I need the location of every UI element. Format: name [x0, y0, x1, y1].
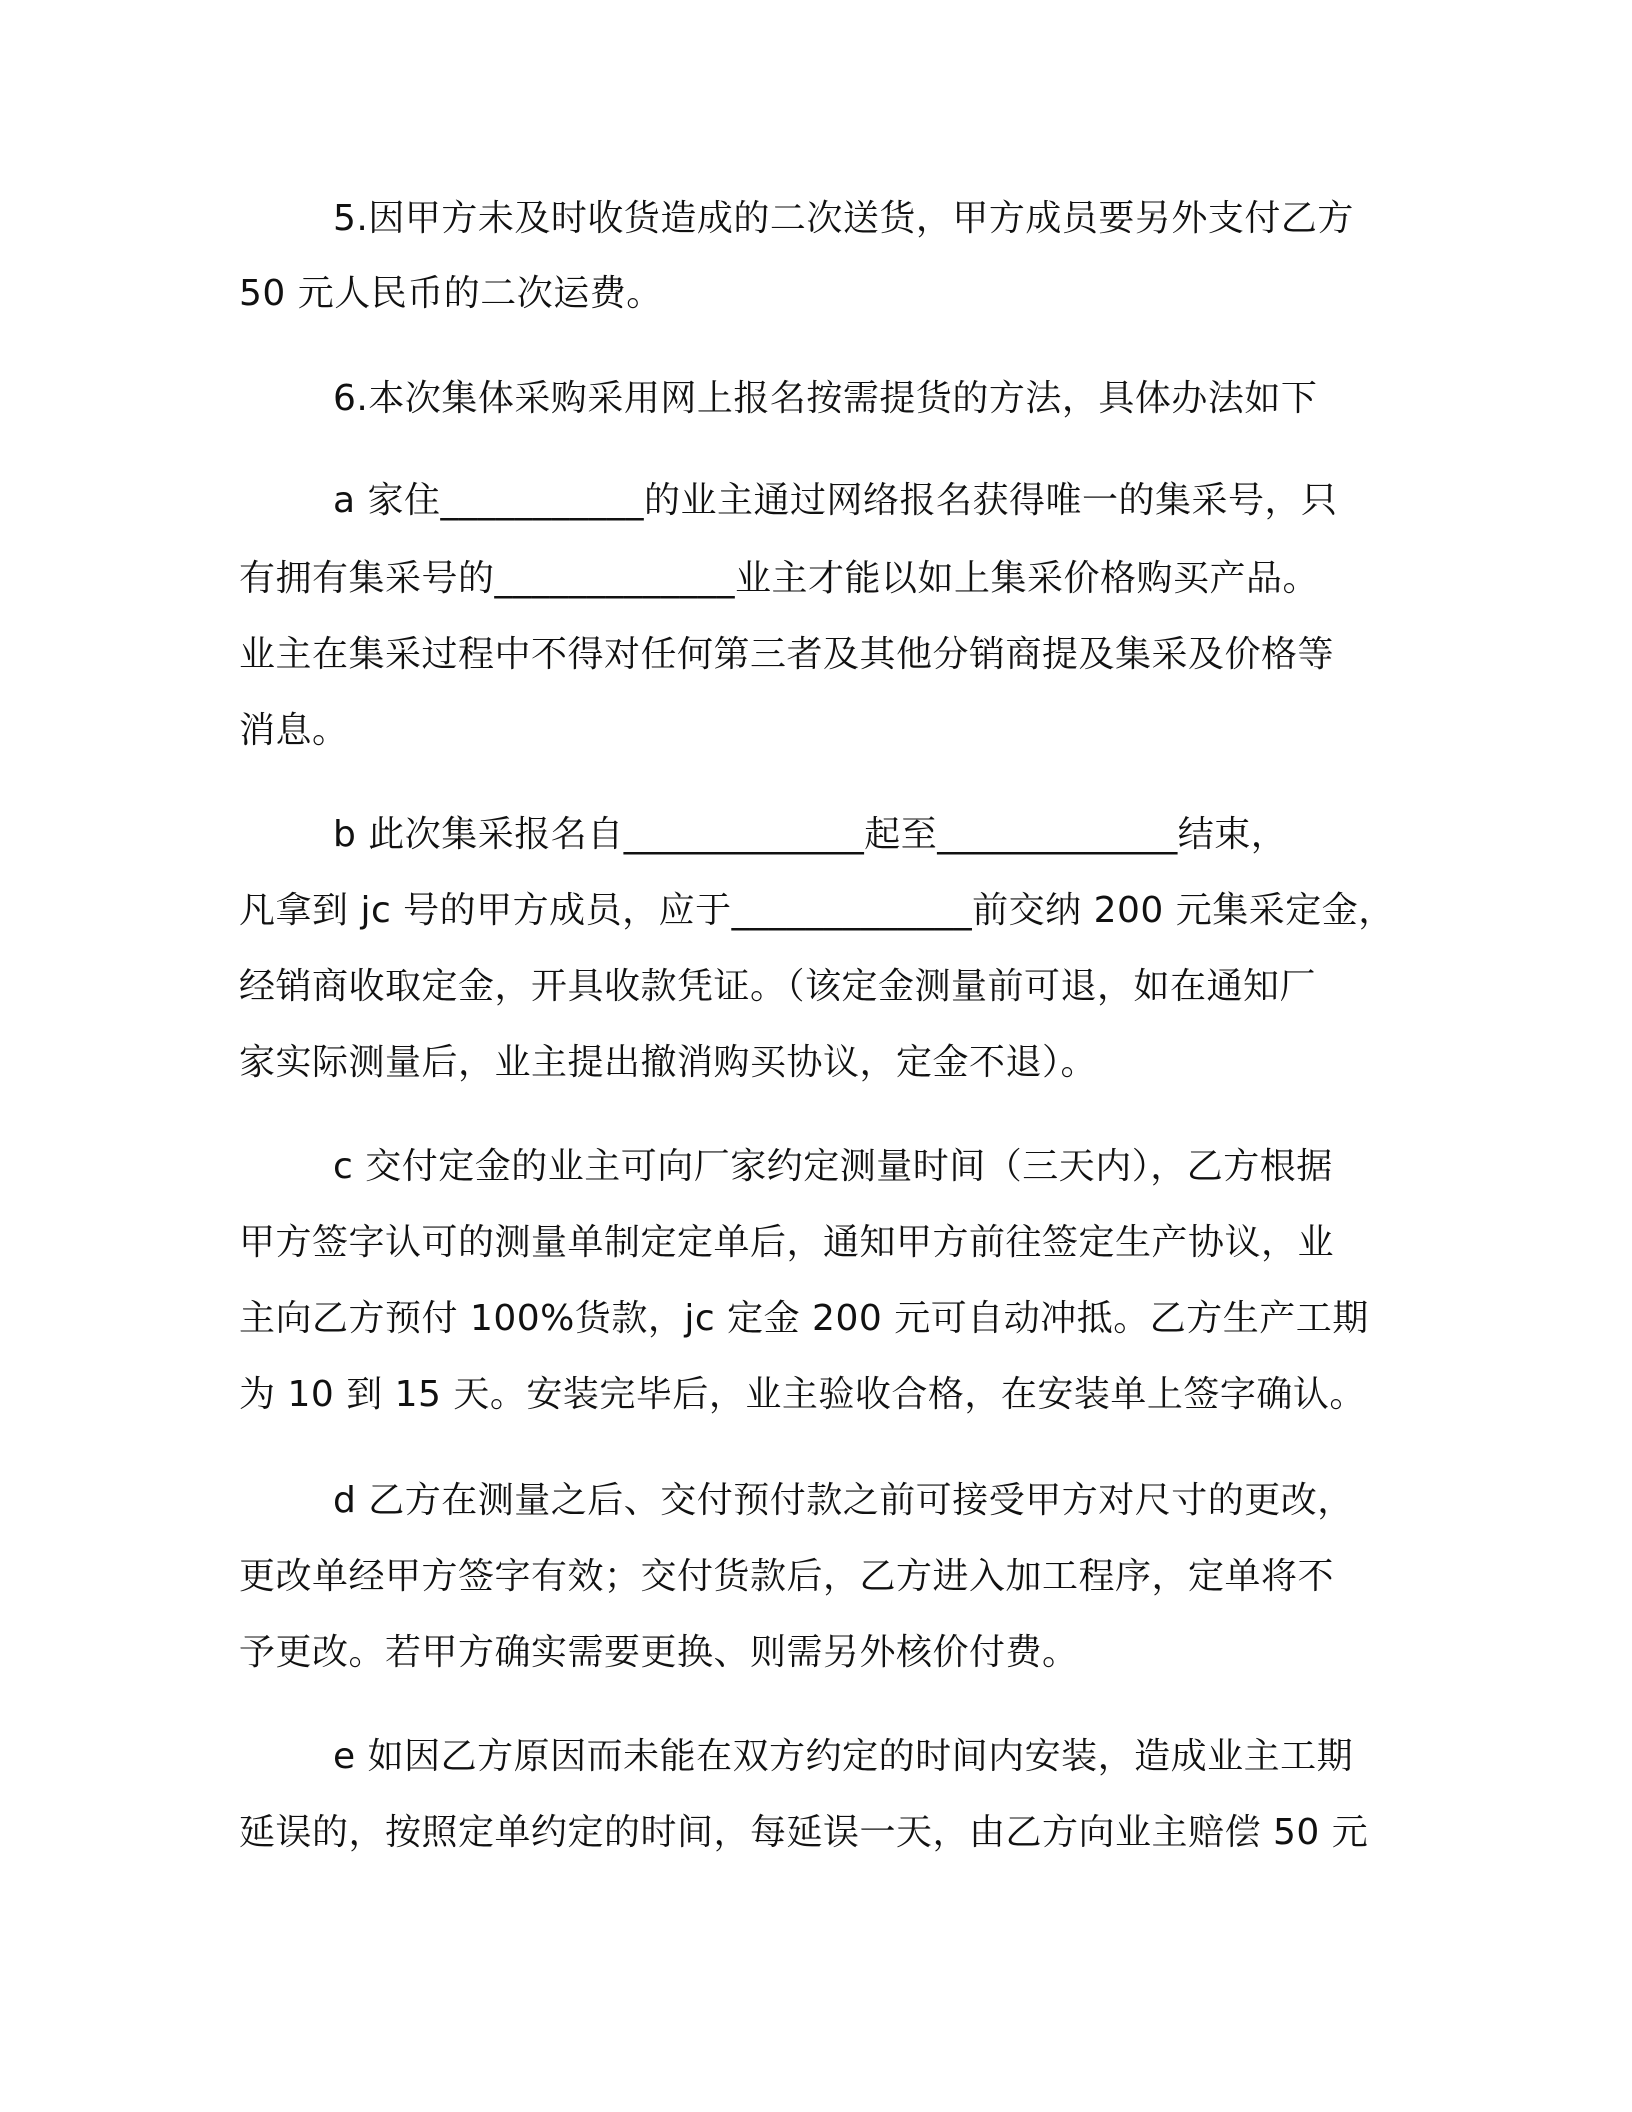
paragraph-b-line-4: 家实际测量后，业主提出撤消购买协议，定金不退）。 [239, 1042, 1098, 1083]
paragraph-d-line-2: 更改单经甲方签字有效；交付货款后，乙方进入加工程序，定单将不 [239, 1556, 1335, 1597]
paragraph-d-line-1: d 乙方在测量之后、交付预付款之前可接受甲方对尺寸的更改， [333, 1480, 1354, 1521]
paragraph-5-line-2: 50 元人民币的二次运费。 [239, 273, 663, 314]
paragraph-a-line-2: 有拥有集采号的_____________业主才能以如上集采价格购买产品。 [239, 558, 1320, 599]
paragraph-c-line-1: c 交付定金的业主可向厂家约定测量时间（三天内），乙方根据 [333, 1146, 1333, 1187]
paragraph-e-line-1: e 如因乙方原因而未能在双方约定的时间内安装，造成业主工期 [333, 1736, 1354, 1777]
paragraph-c-line-2: 甲方签字认可的测量单制定定单后，通知甲方前往签定生产协议，业 [239, 1222, 1335, 1263]
paragraph-e-line-2: 延误的，按照定单约定的时间，每延误一天，由乙方向业主赔偿 50 元 [239, 1812, 1369, 1853]
paragraph-6-line-1: 6.本次集体采购采用网上报名按需提货的方法，具体办法如下 [333, 378, 1318, 419]
paragraph-d-line-3: 予更改。若甲方确实需要更换、则需另外核价付费。 [239, 1632, 1079, 1673]
paragraph-b-line-3: 经销商收取定金，开具收款凭证。（该定金测量前可退，如在通知厂 [239, 966, 1317, 1007]
paragraph-b-line-2: 凡拿到 jc 号的甲方成员，应于_____________前交纳 200 元集采定金， [239, 890, 1395, 931]
paragraph-c-line-3: 主向乙方预付 100%货款，jc 定金 200 元可自动冲抵。乙方生产工期 [239, 1298, 1369, 1339]
paragraph-5-line-1: 5.因甲方未及时收货造成的二次送货，甲方成员要另外支付乙方 [333, 198, 1354, 239]
paragraph-a-line-3: 业主在集采过程中不得对任何第三者及其他分销商提及集采及价格等 [239, 634, 1335, 675]
paragraph-a-line-4: 消息。 [239, 710, 349, 751]
paragraph-b-line-1: b 此次集采报名自_____________起至_____________结束， [333, 814, 1288, 855]
paragraph-a-line-1: a 家住___________的业主通过网络报名获得唯一的集采号，只 [333, 480, 1338, 521]
paragraph-c-line-4: 为 10 到 15 天。安装完毕后，业主验收合格，在安装单上签字确认。 [239, 1374, 1366, 1415]
